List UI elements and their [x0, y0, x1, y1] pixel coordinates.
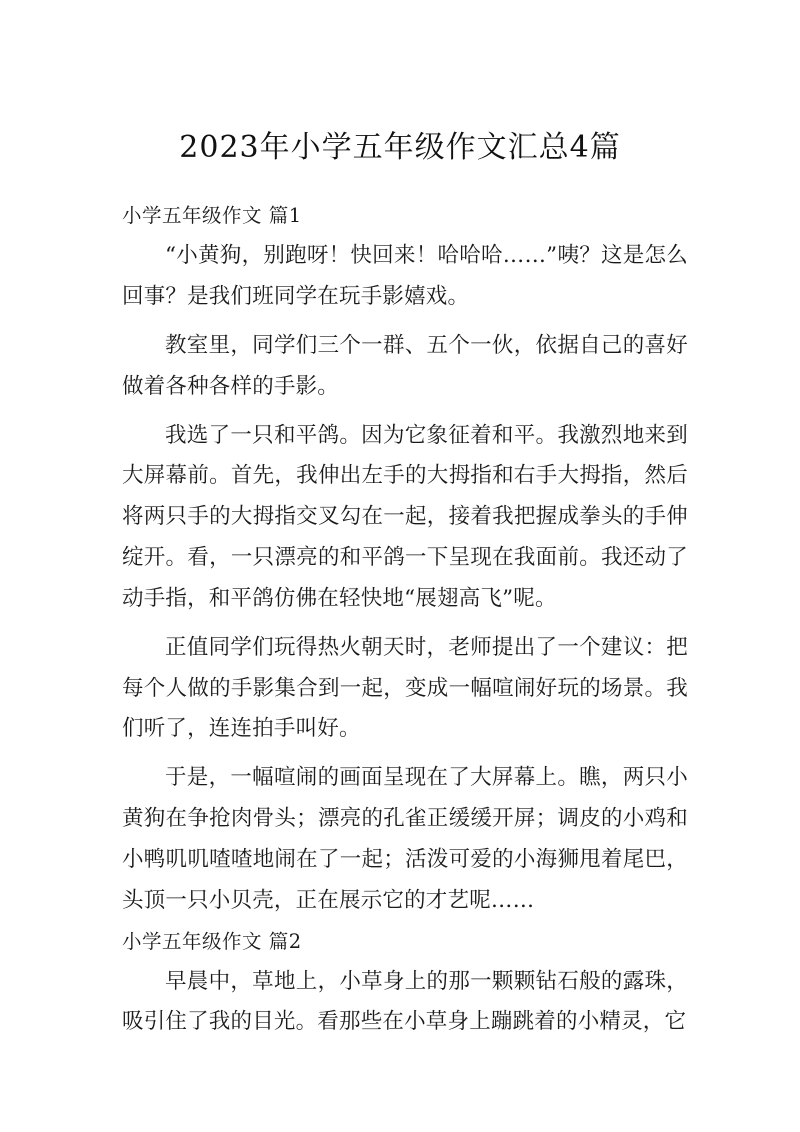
document-body [122, 196, 688, 1051]
paragraph: 于是，一幅喧闹的画面呈现在了大屏幕上。瞧，两只小黄狗在争抢肉骨头；漂亮的孔雀正缓缓开屏；调皮的小鸡和小鸭叽叽喳喳地闹在了一起；活泼可爱的小海狮甩着尾巴，头顶一只小贝壳，正在展示它的才艺呢…… [122, 765, 688, 913]
section-heading-2: 小学五年级作文 篇2 [122, 929, 302, 953]
paragraph: 正值同学们玩得热火朝天时，老师提出了一个建议：把每个人做的手影集合到一起，变成一幅喧闹好玩的场景。我们听了，连连拍手叫好。 [122, 634, 688, 742]
paragraph: “小黄狗，别跑呀！快回来！哈哈哈……”咦？这是怎么回事？是我们班同学在玩手影嬉戏。 [122, 243, 688, 309]
document-title: 2023年小学五年级作文汇总4篇 [179, 130, 621, 165]
paragraph: 教室里，同学们三个一群、五个一伙，依据自己的喜好做着各种各样的手影。 [122, 332, 688, 399]
paragraph: 早晨中，草地上，小草身上的那一颗颗钻石般的露珠，吸引住了我的目光。看那些在小草身上蹦跳着的小精灵，它 [122, 968, 688, 1035]
section-heading-1: 小学五年级作文 篇1 [122, 204, 302, 227]
paragraph: 我选了一只和平鸽。因为它象征着和平。我激烈地来到大屏幕前。首先，我伸出左手的大拇指和右手大拇指，然后将两只手的大拇指交叉勾在一起，接着我把握成拳头的手伸绽开。看，一只漂亮的和平鸽一下呈现在我面前。我还动了动手指，和平鸽仿佛在轻快地“展翅高飞”呢。 [122, 422, 688, 611]
